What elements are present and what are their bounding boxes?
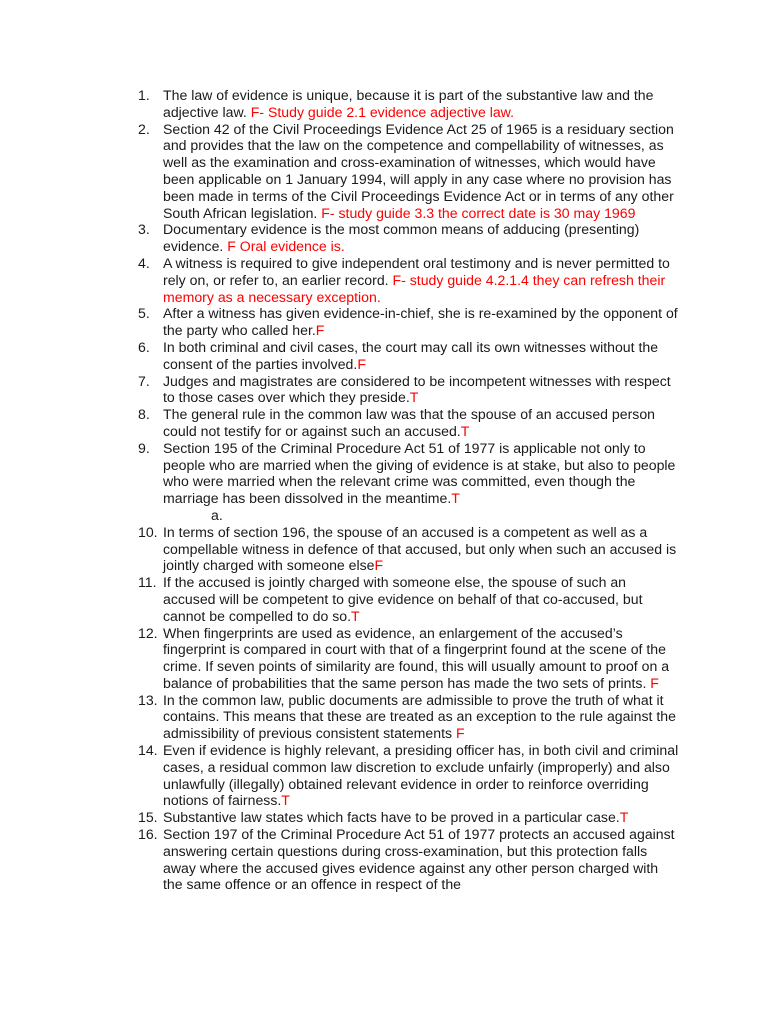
item-answer: T: [281, 792, 290, 809]
question-list: [138, 87, 680, 893]
list-item: [138, 809, 680, 826]
item-text: Section 42 of the Civil Proceedings Evidence Act 25 of 1965 is a residuary section and provides that the law on the competence and compellability of witnesses, as well as the examination and cross-examination of witnesses, which would have been applicable on 1 January 1994, will apply in any case where no provision has been made in terms of the Civil Proceedings Evidence Act or in terms of any other South African legislation.: [163, 120, 674, 221]
item-text: In terms of section 196, the spouse of an accused is a competent as well as a compellable witness in defence of that accused, but only when such an accused is jointly charged with someone else: [163, 523, 677, 574]
item-number: 1.: [138, 87, 150, 103]
item-number: 15.: [138, 809, 158, 826]
list-item: [138, 524, 680, 574]
list-item: [138, 742, 680, 809]
item-number: 12.: [138, 624, 158, 641]
item-answer: T: [451, 490, 460, 507]
item-number: 8.: [138, 406, 150, 423]
list-item: [138, 255, 680, 305]
item-answer: T: [351, 607, 360, 624]
item-text: Section 197 of the Criminal Procedure Act 51 of 1977 protects an accused against answering certain questions during cross-examination, but this protection falls away where the accused gives evidence against any other person charged with the same offence or an offence in respect of the: [163, 826, 675, 893]
item-number: 16.: [138, 826, 158, 843]
list-item: [138, 339, 680, 373]
item-text: If the accused is jointly charged with someone else, the spouse of such an accused will be competent to give evidence on behalf of that co-accused, but cannot be compelled to do so.: [163, 574, 643, 624]
list-item: [138, 574, 680, 624]
item-number: 5.: [138, 305, 150, 322]
list-item: [138, 440, 680, 524]
item-text: Substantive law states which facts have to be proved in a particular case.: [163, 809, 620, 826]
sub-item-label: a.: [211, 506, 223, 523]
item-text: The law of evidence is unique, because it is part of the substantive law and the adjective law.: [163, 87, 654, 120]
item-answer: T: [619, 809, 629, 826]
item-text: Section 195 of the Criminal Procedure Act 51 of 1977 is applicable not only to people who are married when the giving of evidence is at stake, but also to people who were married when the relevant crime was committed, even though the marriage has been dissolved in the meantime.: [163, 439, 676, 507]
item-text: A witness is required to give independent oral testimony and is never permitted to rely on, or refer to, an earlier record.: [163, 254, 670, 288]
item-answer: F- study guide 3.3 the correct date is 30 may 1969: [321, 204, 636, 221]
item-text: Judges and magistrates are considered to be incompetent witnesses with respect to those cases over which they preside.: [163, 372, 671, 406]
item-answer: F: [650, 674, 659, 691]
item-answer: F: [357, 355, 366, 372]
list-item: [138, 121, 680, 222]
item-text: The general rule in the common law was that the spouse of an accused person could not testify for or against such an accused.: [163, 406, 656, 439]
item-number: 14.: [138, 742, 158, 759]
item-number: 10.: [138, 523, 158, 540]
list-item: [138, 625, 680, 692]
list-item: [138, 406, 680, 440]
item-number: 11.: [138, 574, 157, 591]
item-answer: F- Study guide 2.1 evidence adjective law.: [250, 103, 514, 120]
item-number: 13.: [138, 691, 158, 708]
item-number: 4.: [138, 254, 150, 271]
item-answer: T: [409, 389, 419, 406]
item-answer: F: [455, 725, 465, 742]
list-item: [138, 373, 680, 407]
item-number: 9.: [138, 439, 150, 456]
item-answer: F: [315, 322, 325, 339]
list-item: [138, 692, 680, 742]
list-item: [138, 305, 680, 339]
list-item: [138, 221, 680, 255]
item-answer: F: [374, 557, 384, 574]
item-number: 2.: [138, 120, 150, 137]
item-text: In the common law, public documents are admissible to prove the truth of what it contains. This means that these are treated as an exception to the rule against the admissibility of previous consistent statements: [163, 691, 676, 742]
list-item: [138, 87, 680, 121]
item-text: In both criminal and civil cases, the court may call its own witnesses without the consent of the parties involved.: [163, 338, 659, 372]
item-number: 6.: [138, 338, 150, 355]
list-item: [138, 826, 680, 893]
item-answer: F- study guide 4.2.1.4 they can refresh their memory as a necessary exception.: [163, 271, 666, 305]
item-number: 7.: [138, 372, 150, 389]
item-answer: F Oral evidence is.: [227, 238, 345, 255]
item-number: 3.: [138, 221, 150, 238]
item-text: Documentary evidence is the most common means of adducing (presenting) evidence.: [163, 221, 640, 255]
item-text: Even if evidence is highly relevant, a presiding officer has, in both civil and criminal cases, a residual common law discretion to exclude unfairly (improperly) and also unlawfully (illegally) obtained relevant evidence in order to reinforce overriding notions of fairness.: [163, 742, 679, 809]
item-answer: T: [460, 422, 470, 439]
item-text: When fingerprints are used as evidence, an enlargement of the accused’s fingerprint is compared in court with that of a fingerprint found at the scene of the crime. If seven points of similarity are found, this will usually amount to proof on a balance of probabilities that the same person has made the two sets of prints.: [163, 624, 670, 691]
item-text: After a witness has given evidence-in-chief, she is re-examined by the opponent of the party who called her.: [163, 305, 678, 339]
